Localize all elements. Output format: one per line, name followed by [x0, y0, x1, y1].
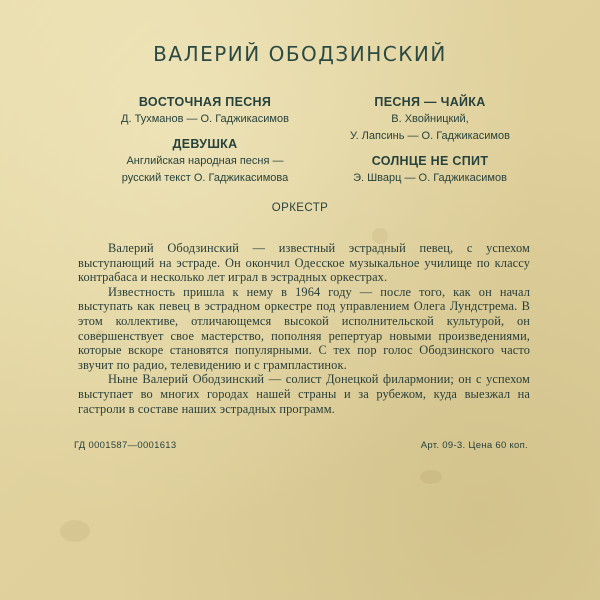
article-price: Арт. 09-3. Цена 60 коп. [420, 440, 528, 451]
orchestra-label: ОРКЕСТР [271, 202, 329, 214]
song-credit: русский текст О. Гаджикасимова [121, 172, 289, 184]
bio-paragraph: Ныне Валерий Ободзинский — солист Донецкой филармонии; он с успехом выступает во многих городах нашей страны и за рубежом, куда выезжал на гастроли в составе наших эстрадных программ. [78, 372, 530, 416]
paper-stain [60, 520, 90, 542]
song-title: СОЛНЦЕ НЕ СПИТ [371, 154, 489, 168]
catalog-number: ГД 0001587—0001613 [74, 440, 177, 451]
artist-title: ВАЛЕРИЙ ОБОДЗИНСКИЙ [153, 42, 447, 66]
song-credit: В. Хвойницкий, [391, 113, 469, 125]
song-entry [330, 153, 530, 187]
bio-paragraph: Известность пришла к нему в 1964 году — после того, как он начал выступать как певец в эстрадном оркестре под управлением Олега Лундстрема. В этом коллективе, отличающемся высокой исполнительской культурой, он совершенствует свое мастерство, пополняя репертуар новыми произведениями, которые вскоре становятся популярными. С тех пор голос Ободзинского часто звучит по радио, телевидению и с грампластинок. [78, 284, 530, 372]
song-entry [330, 94, 530, 145]
song-credit: Э. Шварц — О. Гаджикасимов [353, 172, 507, 184]
songs-left-column [100, 94, 310, 195]
song-title: ПЕСНЯ — ЧАЙКА [374, 95, 486, 109]
songs-right-column [330, 94, 530, 195]
song-entry [100, 136, 310, 187]
paper-stain [420, 470, 442, 484]
biography-text [78, 241, 530, 416]
bio-paragraph: Валерий Ободзинский — известный эстрадный певец, с успехом выступающий на эстраде. Он окончил Одесское музыкальное училище по классу контрабаса и несколько лет играл в эстрадных оркестрах. [78, 241, 530, 285]
song-credit: Английская народная песня — [126, 155, 284, 167]
song-title: ДЕВУШКА [172, 137, 238, 151]
song-title: ВОСТОЧНАЯ ПЕСНЯ [138, 95, 272, 109]
song-credit: У. Лапсинь — О. Гаджикасимов [350, 130, 510, 142]
song-credit: Д. Тухманов — О. Гаджикасимов [121, 113, 289, 125]
song-entry [100, 94, 310, 128]
